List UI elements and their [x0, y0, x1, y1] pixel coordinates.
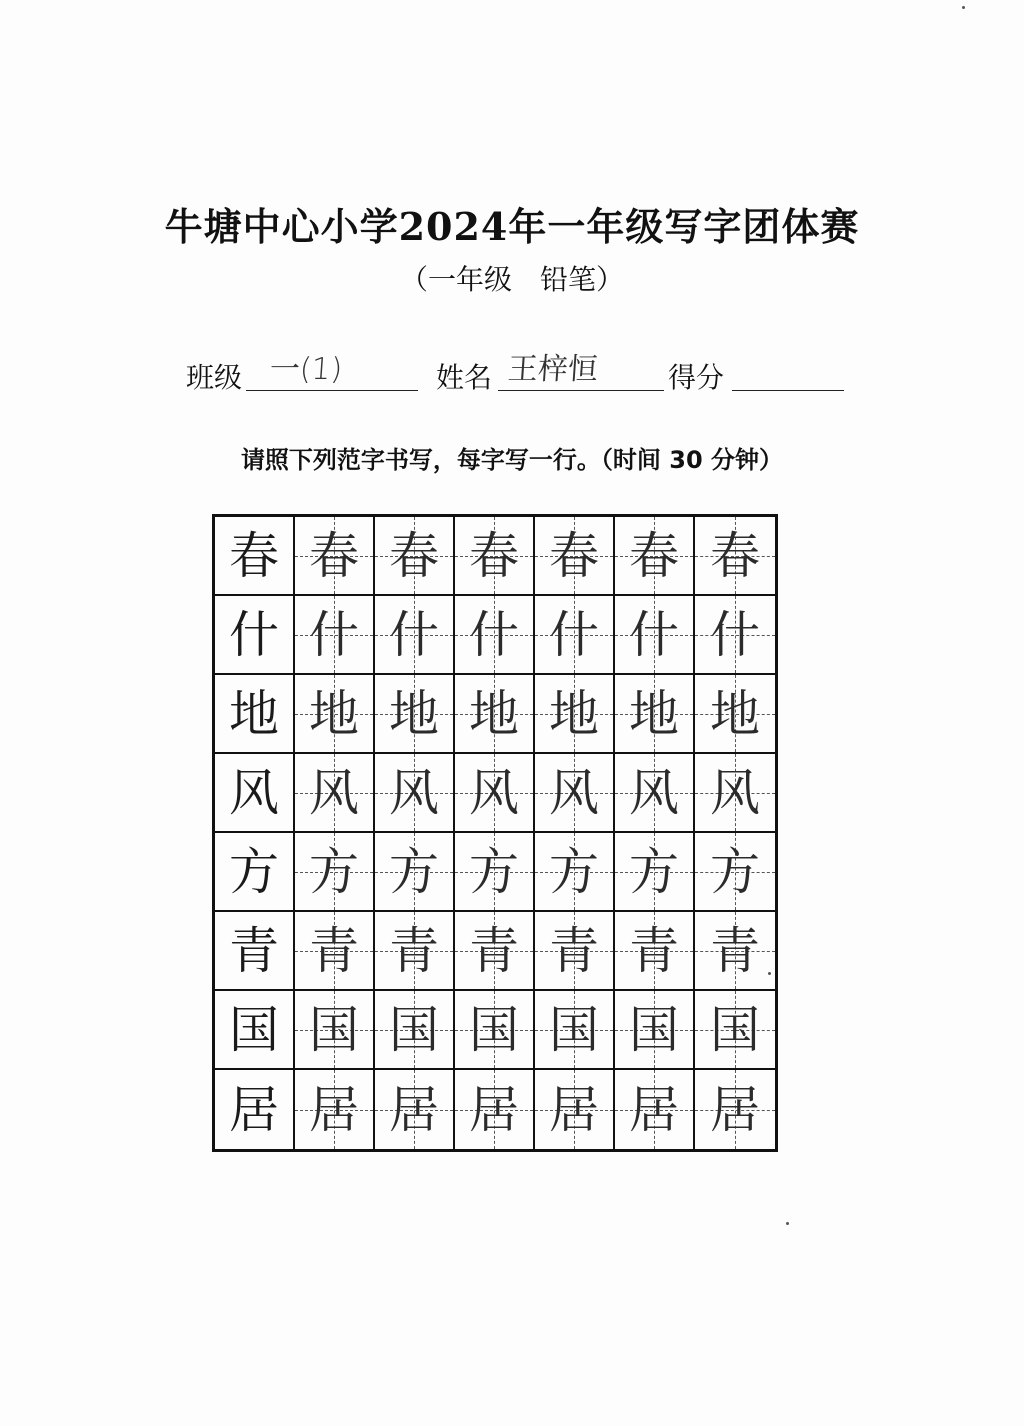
handwritten-character: 什 [629, 605, 679, 664]
student-info-row [186, 344, 856, 394]
class-label: 班级 [186, 361, 243, 394]
handwritten-character: 国 [469, 1000, 519, 1059]
handwritten-character: 春 [549, 526, 599, 585]
handwritten-character: 地 [549, 684, 599, 743]
handwritten-character: 什 [309, 605, 359, 664]
practice-cell [375, 833, 455, 912]
practice-cell [535, 596, 615, 675]
practice-cell [295, 1070, 375, 1149]
model-character: 什 [229, 605, 279, 664]
practice-cell [535, 991, 615, 1070]
model-character: 国 [229, 1000, 279, 1059]
handwritten-character: 风 [629, 763, 679, 822]
practice-cell [615, 596, 695, 675]
handwritten-character: 春 [389, 526, 439, 585]
worksheet-subtitle: （一年级 铅笔） [399, 263, 624, 296]
practice-cell [295, 596, 375, 675]
paper-speck [768, 972, 771, 975]
handwritten-character: 什 [549, 605, 599, 664]
model-character-cell [215, 517, 295, 596]
handwritten-character: 居 [710, 1080, 760, 1139]
handwritten-character: 地 [710, 684, 760, 743]
model-character: 地 [229, 684, 279, 743]
practice-cell [695, 991, 775, 1070]
handwritten-character: 国 [389, 1000, 439, 1059]
model-character-cell [215, 912, 295, 991]
practice-cell [535, 912, 615, 991]
handwritten-character: 春 [309, 526, 359, 585]
practice-cell [615, 912, 695, 991]
model-character: 青 [229, 921, 279, 980]
handwritten-character: 方 [309, 842, 359, 901]
handwritten-character: 居 [389, 1080, 439, 1139]
practice-cell [375, 517, 455, 596]
practice-cell [295, 675, 375, 754]
handwritten-character: 青 [309, 921, 359, 980]
practice-cell [375, 991, 455, 1070]
handwritten-character: 地 [629, 684, 679, 743]
handwritten-character: 国 [549, 1000, 599, 1059]
handwritten-character: 地 [309, 684, 359, 743]
handwritten-character: 风 [309, 763, 359, 822]
paper-speck [962, 6, 965, 9]
name-field-value: 王梓恒 [506, 352, 599, 387]
practice-cell [295, 991, 375, 1070]
practice-grid [212, 514, 778, 1152]
practice-cell [455, 675, 535, 754]
practice-cell [615, 517, 695, 596]
practice-cell [695, 675, 775, 754]
practice-cell [535, 675, 615, 754]
handwritten-character: 方 [549, 842, 599, 901]
class-field-line [246, 390, 418, 391]
handwritten-character: 国 [309, 1000, 359, 1059]
practice-cell [455, 754, 535, 833]
handwritten-character: 春 [710, 526, 760, 585]
handwritten-character: 居 [309, 1080, 359, 1139]
practice-cell [295, 912, 375, 991]
model-character: 春 [229, 526, 279, 585]
handwritten-character: 什 [710, 605, 760, 664]
practice-cell [455, 991, 535, 1070]
model-character: 居 [229, 1080, 279, 1139]
instruction-text: 请照下列范字书写，每字写一行。（时间 30 分钟） [240, 446, 784, 474]
handwritten-character: 方 [629, 842, 679, 901]
practice-cell [615, 991, 695, 1070]
practice-cell [695, 596, 775, 675]
handwritten-character: 方 [469, 842, 519, 901]
handwritten-character: 国 [629, 1000, 679, 1059]
name-field-line [498, 390, 664, 391]
practice-cell [695, 833, 775, 912]
practice-cell [695, 912, 775, 991]
model-character-cell [215, 596, 295, 675]
handwritten-character: 风 [389, 763, 439, 822]
handwritten-character: 什 [469, 605, 519, 664]
practice-cell [455, 1070, 535, 1149]
practice-cell [615, 754, 695, 833]
practice-cell [695, 754, 775, 833]
handwritten-character: 居 [629, 1080, 679, 1139]
handwritten-character: 青 [629, 921, 679, 980]
practice-cell [295, 833, 375, 912]
score-field-line [732, 390, 844, 391]
handwritten-character: 春 [629, 526, 679, 585]
practice-cell [375, 596, 455, 675]
practice-cell [455, 833, 535, 912]
model-character-cell [215, 754, 295, 833]
practice-cell [375, 754, 455, 833]
handwritten-character: 青 [389, 921, 439, 980]
model-character: 风 [229, 763, 279, 822]
practice-cell [535, 833, 615, 912]
paper-speck [786, 1222, 789, 1225]
model-character-cell [215, 991, 295, 1070]
practice-cell [535, 754, 615, 833]
practice-cell [695, 517, 775, 596]
model-character-cell [215, 833, 295, 912]
handwritten-character: 春 [469, 526, 519, 585]
practice-cell [375, 1070, 455, 1149]
score-label: 得分 [668, 361, 725, 394]
handwritten-character: 方 [389, 842, 439, 901]
handwritten-character: 青 [710, 921, 760, 980]
practice-cell [375, 675, 455, 754]
practice-cell [455, 596, 535, 675]
handwritten-character: 青 [549, 921, 599, 980]
handwritten-character: 风 [549, 763, 599, 822]
practice-cell [375, 912, 455, 991]
model-character: 方 [229, 842, 279, 901]
handwritten-character: 青 [469, 921, 519, 980]
practice-cell [615, 675, 695, 754]
practice-cell [455, 912, 535, 991]
handwritten-character: 地 [389, 684, 439, 743]
handwritten-character: 什 [389, 605, 439, 664]
practice-cell [615, 1070, 695, 1149]
practice-cell [535, 517, 615, 596]
practice-cell [535, 1070, 615, 1149]
practice-cell [295, 754, 375, 833]
class-field-value: 一(1) [268, 352, 344, 387]
practice-cell [695, 1070, 775, 1149]
handwritten-character: 国 [710, 1000, 760, 1059]
handwritten-character: 风 [710, 763, 760, 822]
handwritten-character: 居 [469, 1080, 519, 1139]
handwritten-character: 地 [469, 684, 519, 743]
model-character-cell [215, 675, 295, 754]
name-label: 姓名 [436, 361, 493, 394]
handwritten-character: 风 [469, 763, 519, 822]
worksheet-title: 牛塘中心小学2024年一年级写字团体赛 [164, 204, 860, 249]
model-character-cell [215, 1070, 295, 1149]
practice-cell [615, 833, 695, 912]
handwritten-character: 居 [549, 1080, 599, 1139]
practice-cell [295, 517, 375, 596]
handwritten-character: 方 [710, 842, 760, 901]
practice-cell [455, 517, 535, 596]
